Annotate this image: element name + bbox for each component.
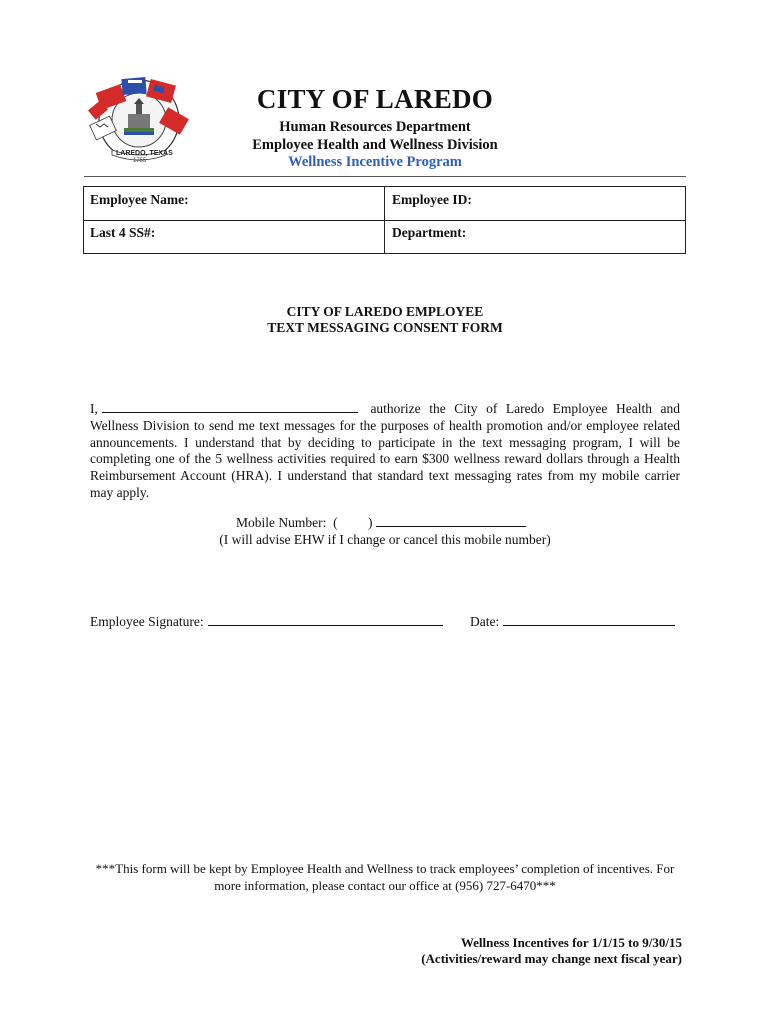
consent-body: authorize the City of Laredo Employee Health and Wellness Division to send me text messages for the purposes of health promotion and/or employee related announcements. I understand that by deciding to participate in the text messaging program, I will be completing one of the 5 wellness activities required to earn $300 wellness reward dollars through a Health Reimbursement Account (HRA). I understand that standard text messaging rates from my mobile carrier may apply. xyxy=(90,401,680,500)
last-4-ss-field[interactable]: Last 4 SS#: xyxy=(90,225,156,240)
employee-name-field[interactable]: Employee Name: xyxy=(90,192,189,207)
page-title: CITY OF LAREDO xyxy=(256,84,494,114)
program-name: Wellness Incentive Program xyxy=(288,154,462,170)
division-name: Employee Health and Wellness Division xyxy=(252,137,498,153)
employee-info-table xyxy=(83,186,686,254)
mobile-number-blank[interactable] xyxy=(376,515,526,527)
mobile-number-note: (I will advise EHW if I change or cancel this mobile number) xyxy=(219,532,551,547)
mobile-number-label: Mobile Number: ( ) xyxy=(236,515,373,530)
date-blank[interactable] xyxy=(503,614,675,626)
date-row xyxy=(470,614,675,630)
signature-row xyxy=(90,614,443,630)
employee-id-field[interactable]: Employee ID: xyxy=(392,192,472,207)
incentive-period: Wellness Incentives for 1/1/15 to 9/30/15 xyxy=(460,935,682,950)
employee-name-blank[interactable] xyxy=(102,401,358,413)
incentive-disclaimer: (Activities/reward may change next fiscal year) xyxy=(421,951,682,966)
seal-year: 1755 xyxy=(133,158,147,164)
table-row-divider xyxy=(84,220,685,221)
department-field[interactable]: Department: xyxy=(392,225,467,240)
consent-paragraph xyxy=(90,401,680,502)
date-label: Date: xyxy=(470,614,500,629)
form-title-line2: TEXT MESSAGING CONSENT FORM xyxy=(267,320,503,335)
mobile-number-row xyxy=(236,515,526,531)
signature-blank[interactable] xyxy=(208,614,443,626)
header-divider xyxy=(84,176,686,177)
department-name: Human Resources Department xyxy=(279,119,471,135)
seal-text: LAREDO, TEXAS xyxy=(116,150,173,157)
signature-label: Employee Signature: xyxy=(90,614,204,629)
footer-note: ***This form will be kept by Employee Health and Wellness to track employees’ completion of incentives. For more information, please contact our office at (956) 727-6470*** xyxy=(95,861,675,893)
consent-prefix: I, xyxy=(90,401,98,416)
form-title-line1: CITY OF LAREDO EMPLOYEE xyxy=(286,304,484,319)
